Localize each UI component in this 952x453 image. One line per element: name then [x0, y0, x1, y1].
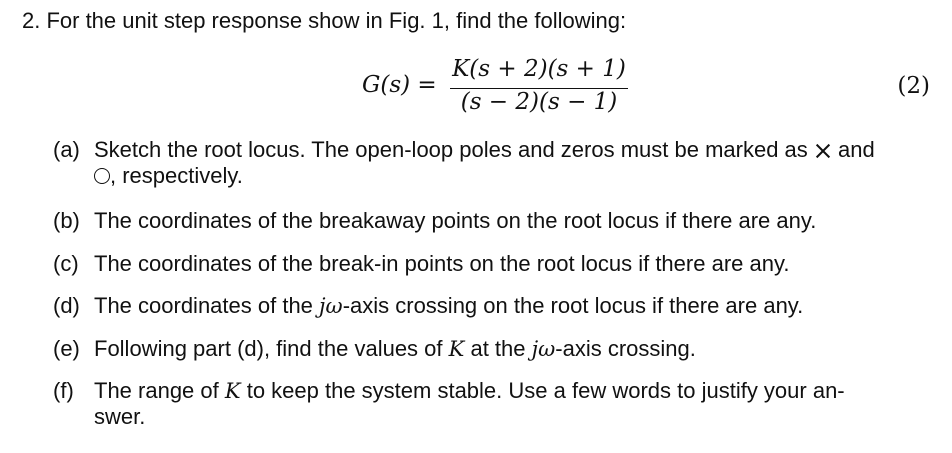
part-f-text-3: swer.: [94, 404, 146, 429]
part-f-text-1: The range of: [94, 378, 219, 403]
part-f: [53, 378, 933, 430]
part-d-tag: (d): [53, 293, 80, 318]
part-e-jw: jω: [531, 337, 556, 361]
equation-numerator: K(s + 2)(s + 1): [452, 56, 626, 82]
part-b-text: The coordinates of the breakaway points on the root locus if there are any.: [94, 208, 817, 233]
part-d-text-2: -axis crossing on the root locus if there are any.: [342, 293, 804, 318]
problem-heading: 2. For the unit step response show in Fig. 1, find the following:: [22, 8, 627, 33]
part-a: [53, 137, 933, 189]
zero-circle-icon: [94, 168, 110, 184]
part-f-k: K: [224, 379, 241, 403]
part-c-tag: (c): [53, 251, 79, 276]
part-e-text-1: Following part (d), find the values of: [94, 336, 443, 361]
part-c-text: The coordinates of the break-in points on the root locus if there are any.: [94, 251, 790, 276]
part-e-text-3: -axis crossing.: [555, 336, 696, 361]
part-a-text-3: , respectively.: [110, 163, 243, 188]
equation-lhs: G(s) =: [362, 72, 437, 98]
part-c: [53, 251, 933, 277]
part-b: [53, 208, 933, 234]
part-b-tag: (b): [53, 208, 80, 233]
part-d-text: [94, 293, 933, 319]
part-f-text: [94, 378, 933, 430]
part-d: [53, 293, 933, 319]
part-e-text-2: at the: [470, 336, 526, 361]
part-a-text-2: and: [838, 137, 875, 162]
part-a-text-1: Sketch the root locus. The open-loop poles and zeros must be marked as: [94, 137, 808, 162]
part-e-text: [94, 336, 933, 362]
part-d-jw: jω: [319, 294, 343, 318]
equation-denominator: (s − 2)(s − 1): [460, 89, 618, 115]
part-f-text-2: to keep the system stable. Use a few words to justify your an-: [246, 378, 845, 403]
equation-number: (2): [897, 73, 930, 99]
part-a-text: [94, 137, 933, 189]
pole-cross-icon: [816, 144, 830, 158]
part-a-tag: (a): [53, 137, 80, 162]
equation-fraction: [444, 54, 634, 120]
part-e: [53, 336, 933, 362]
part-f-tag: (f): [53, 378, 74, 403]
part-e-tag: (e): [53, 336, 80, 361]
part-e-k: K: [448, 337, 465, 361]
part-d-text-1: The coordinates of the: [94, 293, 313, 318]
